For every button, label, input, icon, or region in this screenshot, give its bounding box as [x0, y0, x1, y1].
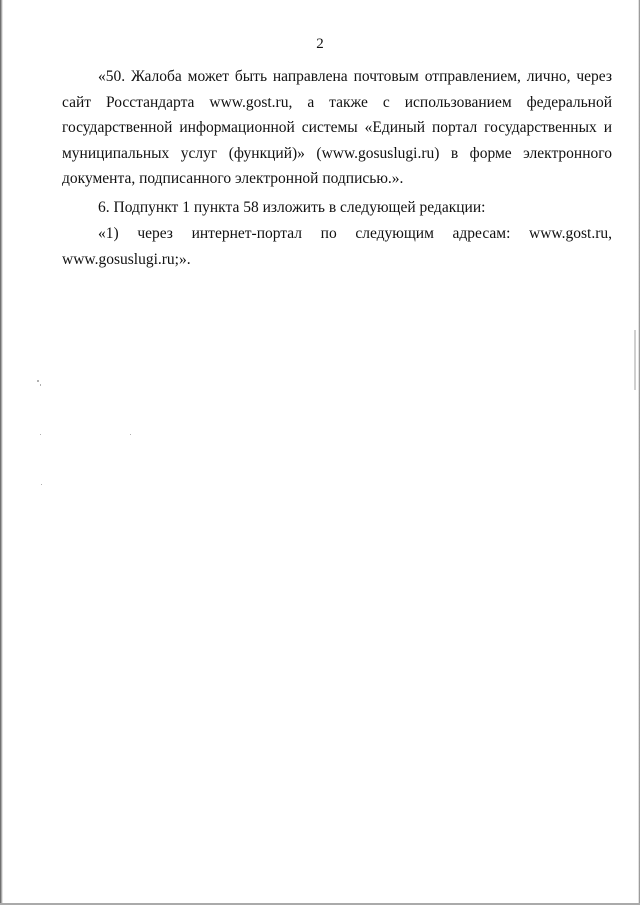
paragraph-complaint-50: «50. Жалоба может быть направлена почтовым отправлением, лично, через сайт Росстандарта www.gost.ru, а также с использованием федеральной государственной информационной системы «Единый портал государственных и муниципальных услуг (функций)» (www.gosuslugi.ru) в форме электронного документа, подписанного электронной подписью.».	[62, 68, 612, 187]
paragraph-subitem-1: «1) через интернет-портал по следующим адресам: www.gost.ru, www.gosuslugi.ru;».	[62, 225, 612, 268]
scan-speck	[130, 434, 131, 435]
paragraph-amendment-6: 6. Подпункт 1 пункта 58 изложить в следующей редакции:	[98, 199, 486, 216]
scan-speck	[37, 380, 39, 382]
scan-speck	[40, 384, 41, 386]
scan-speck	[634, 330, 636, 390]
page-number: 2	[316, 36, 324, 52]
scan-speck	[41, 484, 42, 485]
scan-speck	[40, 434, 41, 435]
scan-edge-left	[0, 0, 3, 905]
